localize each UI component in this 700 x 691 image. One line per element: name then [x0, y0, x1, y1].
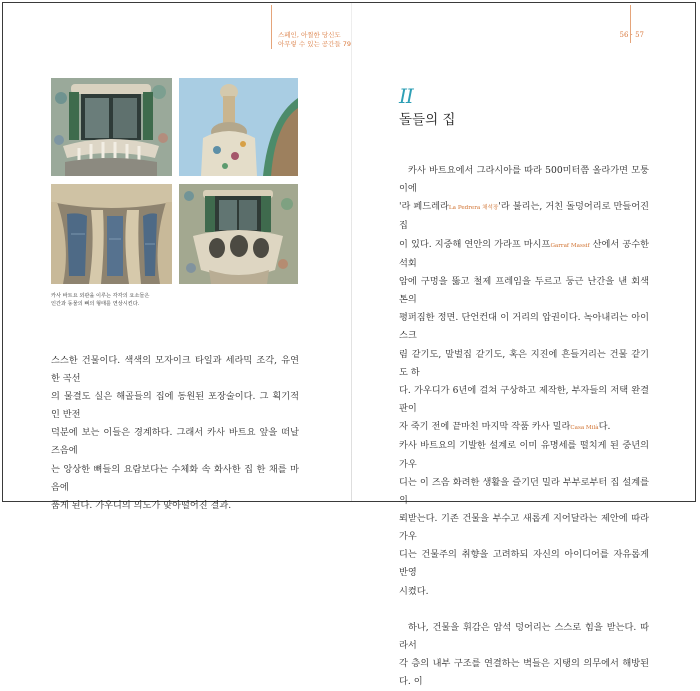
photo-balcony-mask — [179, 184, 298, 284]
left-body-text — [51, 352, 299, 515]
text-line: 카사 바트요의 기발한 설계로 이미 유명세를 떨치게 된 중년의 가우 — [399, 440, 649, 470]
photo-bone-window — [51, 184, 172, 284]
text-line: 의 물결도 실은 해골들의 집에 동원된 포장술이다. 그 획기적인 반전 — [51, 391, 299, 421]
text-line: '라 페드레라La Pedrera 채석장'라 불리는, 거친 돌덩어리로 만들어진 집 — [399, 201, 649, 232]
text-line: 디는 건물주의 취향을 고려하되 자신의 아이디어를 자유롭게 반영 — [399, 549, 649, 579]
text-line: 덕분에 보는 이들은 경계하다. 그래서 카사 바트요 앞을 떠날 즈음에 — [51, 427, 299, 457]
page-numbers: 56 · 57 — [619, 31, 644, 39]
annotation: La Pedrera 채석장 — [448, 205, 499, 212]
text-line: 하나, 건물을 휘감은 암석 덩어리는 스스로 힘을 받는다. 따라서 — [399, 621, 649, 651]
paragraph-gap — [399, 601, 649, 619]
page-gutter — [351, 3, 352, 501]
chapter-number: II — [399, 84, 413, 108]
right-body-text — [399, 162, 649, 691]
text-line: 디는 이 즈음 화려한 생활을 즐기던 밀라 부부로부터 집 설계를 의 — [399, 476, 649, 506]
text-line: 카사 바트요에서 그라시아를 따라 500미터쯤 올라가면 모퉁이에 — [399, 165, 649, 195]
text-line: 스스한 건물이다. 색색의 모자이크 타일과 세라믹 조각, 유연한 곡선 — [51, 355, 299, 385]
text-line: 품게 된다. 가우디의 의도가 맞아떨어진 결과. — [51, 499, 232, 511]
text-line: 시켰다. — [399, 585, 429, 597]
annotation: Garraf Massif — [550, 242, 590, 249]
text-line: 평퍼짐한 정면. 단언컨대 이 거리의 압권이다. 녹아내리는 아이스크 — [399, 312, 649, 342]
text-line: 림 같기도, 말벌집 같기도, 혹은 지진에 흔들거리는 건물 같기도 하 — [399, 348, 649, 378]
text-line: 뢰받는다. 기존 건물을 부수고 새롭게 지어달라는 제안에 따라 가우 — [399, 512, 649, 543]
text-line: 암에 구멍을 뚫고 철제 프레임을 두르고 둥근 난간을 낸 회색 톤의 — [399, 275, 649, 306]
text-line: 각 층의 내부 구조를 연결하는 벽들은 지탱의 의무에서 해방된다. 이 — [399, 658, 649, 688]
photo-rooftop-chimney — [179, 78, 298, 176]
running-title-line1: 스페인, 아찔한 당신도 — [278, 31, 341, 39]
annotation: Casa Milà — [570, 425, 599, 432]
text-line: 자 죽기 전에 끝마친 마지막 작품 카사 밀라Casa Milà다. — [399, 421, 611, 433]
chapter-title: 돌들의 집 — [399, 112, 456, 128]
running-title-line2: 아무렇 수 있는 공간들 79 — [278, 40, 352, 48]
running-title — [278, 31, 351, 49]
photo-facade-window — [51, 78, 172, 176]
photo-caption — [51, 292, 201, 308]
text-line: 다. 가우디가 6년에 걸쳐 구상하고 제작한, 부자들의 저택 완결판이 — [399, 384, 649, 415]
caption-line2: 인간과 동물의 뼈의 형태를 연상시킨다. — [51, 301, 140, 307]
header-rule-left — [271, 5, 272, 49]
text-line: 는 앙상한 뼈들의 요람보다는 수체화 속 화사한 집 한 채를 마음에 — [51, 463, 299, 493]
caption-line1: 카사 바트요 외관을 이루는 각각의 요소들은 — [51, 293, 150, 299]
text-line: 이 있다. 지중해 연안의 가라프 마시프Garraf Massif 산에서 공수한 석회 — [399, 238, 649, 269]
